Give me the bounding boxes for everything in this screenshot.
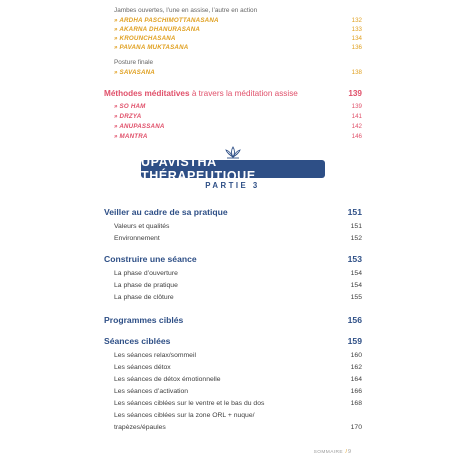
toc-page: 152 [350,235,362,242]
toc-item[interactable]: » SAVASANA [114,69,155,76]
section-page: 159 [347,336,362,346]
toc-page: 132 [351,17,362,24]
toc-item[interactable]: Les séances ciblées sur la zone ORL + nuque/ [114,412,255,419]
toc-item[interactable]: Valeurs et qualités [114,223,170,230]
part-subtitle: PARTIE 3 [205,181,260,190]
toc-item[interactable]: La phase de clôture [114,294,174,301]
toc-page: 141 [351,113,362,120]
toc-page: 154 [350,282,362,289]
footer-label: SOMMAIRE [313,450,343,455]
toc-page: 162 [350,364,362,371]
toc-item[interactable]: » ARDHA PASCHIMOTTANASANA [114,17,219,24]
footer-divider: / [345,449,347,455]
toc-page: 151 [350,223,362,230]
toc-item[interactable]: Les séances de détox émotionnelle [114,376,221,383]
toc-item[interactable]: La phase d’ouverture [114,270,178,277]
toc-page: 139 [351,103,362,110]
toc-page: 134 [351,35,362,42]
toc-page: 146 [351,133,362,140]
toc-item[interactable]: Les séances relax/sommeil [114,352,196,359]
toc-page: 138 [351,69,362,76]
section-title[interactable]: Programmes ciblés [104,315,184,325]
toc-item[interactable]: Les séances d’activation [114,388,189,395]
section-title[interactable]: Séances ciblées [104,336,171,346]
toc-item[interactable]: » ANUPASSANA [114,123,165,130]
toc-item[interactable]: » KROUNCHASANA [114,35,176,42]
toc-page: 166 [350,388,362,395]
section-title[interactable]: Veiller au cadre de sa pratique [104,207,228,217]
subsection-label: Posture finale [114,59,154,66]
toc-page: 170 [350,424,362,431]
toc-page: 133 [351,26,362,33]
toc-item[interactable]: » MANTRA [114,133,148,140]
toc-item[interactable]: trapèzes/épaules [114,424,166,431]
methodes-title-bold: Méthodes méditatives [104,89,190,98]
section-page: 156 [347,315,362,325]
toc-item[interactable]: Les séances détox [114,364,171,371]
toc-page: 142 [351,123,362,130]
part-banner: UPAVISTHA THÉRAPEUTIQUE [141,160,325,178]
toc-page: 164 [350,376,362,383]
section-page: 153 [347,254,362,264]
methodes-page: 139 [348,89,362,98]
toc-item[interactable]: » AKARNA DHANURASANA [114,26,201,33]
toc-page: 136 [351,44,362,51]
toc-item[interactable]: » PAVANA MUKTASANA [114,44,189,51]
toc-page: 155 [350,294,362,301]
toc-item[interactable]: La phase de pratique [114,282,178,289]
section-page: 151 [347,207,362,217]
toc-page: 160 [350,352,362,359]
toc-page: 154 [350,270,362,277]
subsection-label: Jambes ouvertes, l’une en assise, l’autre en action [114,7,258,14]
toc-item[interactable]: Les séances ciblées sur le ventre et le bas du dos [114,400,265,407]
toc-item[interactable]: » DRZYA [114,113,142,120]
section-title[interactable]: Construire une séance [104,254,197,264]
methodes-heading[interactable] [104,89,298,98]
toc-item[interactable]: Environnement [114,235,160,242]
toc-item[interactable]: » SO HAM [114,103,146,110]
footer-page-number: 9 [348,449,351,455]
toc-page: 168 [350,400,362,407]
methodes-title-rest: à travers la méditation assise [189,89,298,98]
